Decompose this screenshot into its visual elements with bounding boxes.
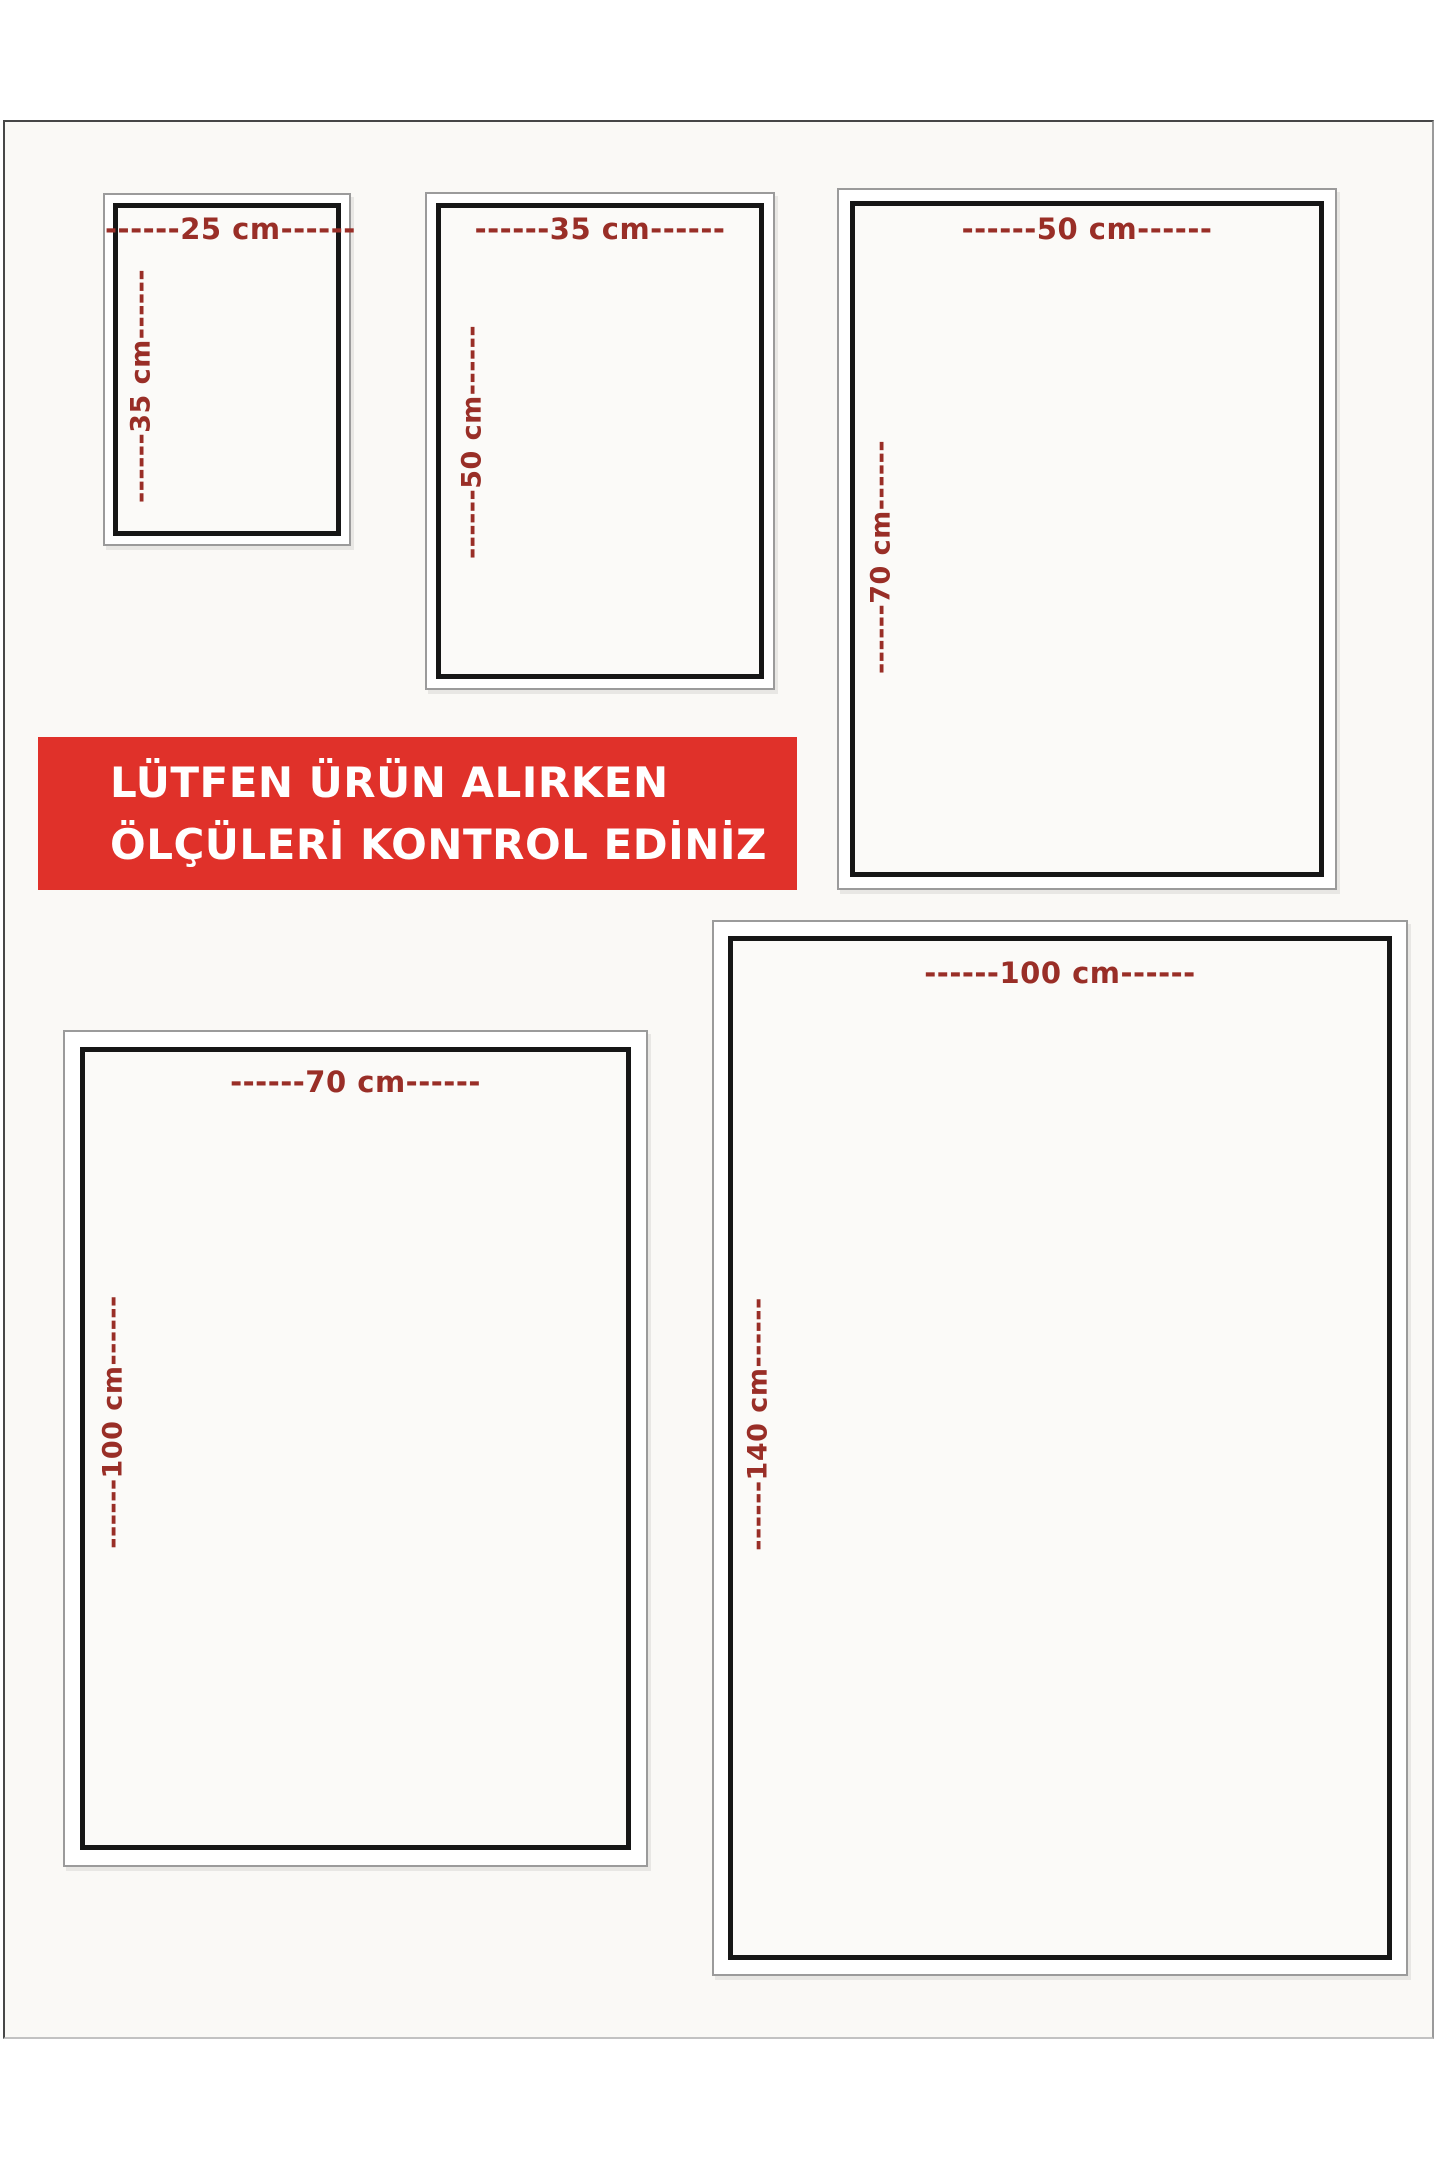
- notice-line2: ÖLÇÜLERİ KONTROL EDİNİZ: [110, 820, 767, 869]
- size-frame-35x50: [425, 192, 775, 690]
- size-rect-100x140: [728, 936, 1392, 1960]
- notice-line1: LÜTFEN ÜRÜN ALIRKEN: [110, 758, 669, 807]
- size-frame-100x140: [712, 920, 1408, 1976]
- size-rect-50x70: [850, 201, 1324, 877]
- width-label-100: ------100 cm------: [924, 956, 1196, 990]
- size-frame-50x70: [837, 188, 1337, 890]
- height-label-140: ------140 cm------: [742, 1297, 774, 1551]
- width-label-50: ------50 cm------: [961, 212, 1213, 246]
- size-frame-70x100: [63, 1030, 648, 1867]
- size-rect-35x50: [436, 203, 764, 679]
- width-label-35: ------35 cm------: [474, 212, 726, 246]
- size-rect-25x35: [113, 203, 341, 536]
- height-label-50: ------50 cm------: [456, 324, 488, 560]
- size-rect-70x100: [80, 1047, 631, 1850]
- width-label-25: ------25 cm------: [105, 212, 356, 246]
- notice-banner: [38, 737, 797, 890]
- height-label-70: ------70 cm------: [865, 439, 897, 675]
- size-frame-25x35: [103, 193, 356, 546]
- height-label-100: ------100 cm------: [97, 1295, 129, 1549]
- height-label-35: ------35 cm------: [125, 268, 157, 504]
- width-label-70: ------70 cm------: [230, 1065, 481, 1099]
